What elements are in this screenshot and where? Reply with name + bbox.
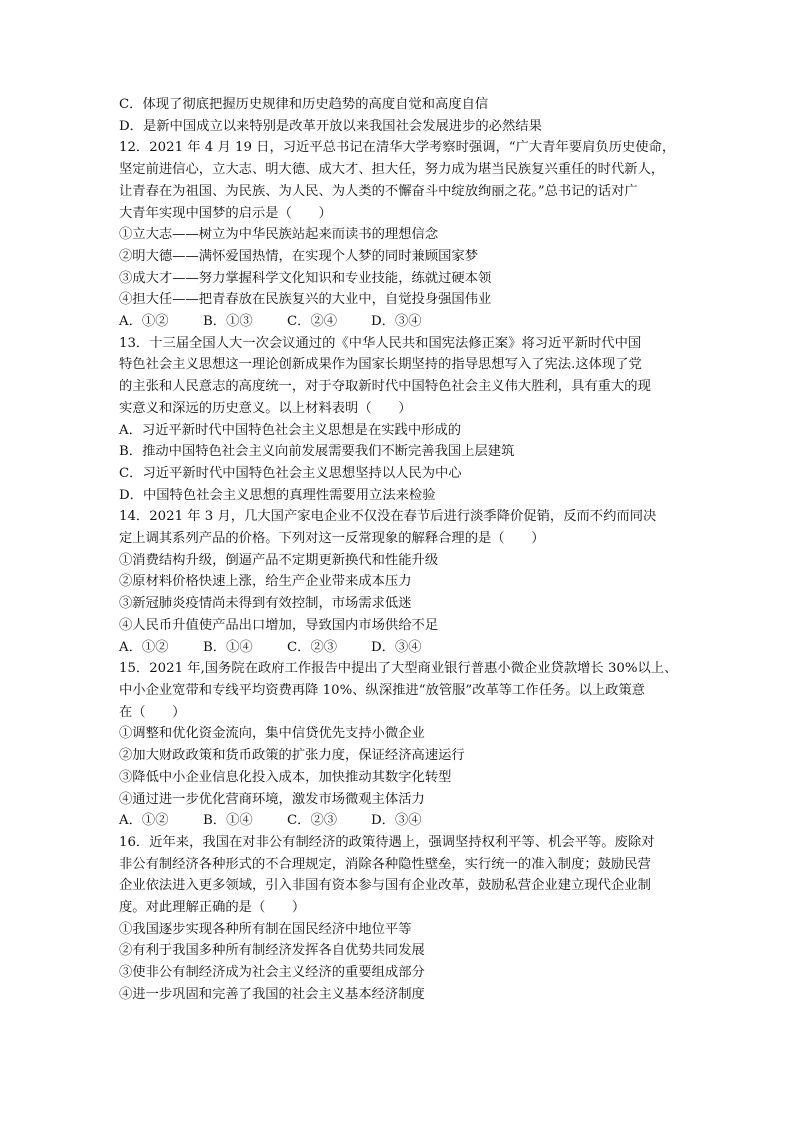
q14-option-c: C．②③ — [287, 639, 338, 655]
q14-option-b: B．①④ — [203, 639, 253, 655]
q15-stem-line: 在（ ） — [119, 704, 186, 720]
q15-stem-line: 中小企业宽带和专线平均资费再降 10%、纵深推进“放管服”改革等工作任务。以上政策意 — [119, 682, 646, 698]
question-16 — [119, 832, 695, 1006]
q12-item-2: ②明大德——满怀爱国热情，在实现个人梦的同时兼顾国家梦 — [119, 248, 479, 264]
q13-stem-line: 实意义和深远的历史意义。以上材料表明（ ） — [119, 400, 412, 416]
q16-stem-line: 企业依法进入更多领域，引入非国有资本参与国有企业改革，鼓励私营企业建立现代企业制 — [119, 878, 651, 894]
q12-option-d: D．③④ — [371, 314, 422, 330]
q15-item-4: ④通过进一步优化营商环境，激发市场微观主体活力 — [119, 791, 425, 807]
question-14 — [119, 506, 695, 658]
q16-stem-line: 非公有制经济各种形式的不合理规定，消除各种隐性壁垒，实行统一的准入制度；鼓励民营 — [119, 856, 651, 872]
q16-item-2: ②有利于我国多种所有制经济发挥各自优势共同发展 — [119, 943, 425, 959]
q12-item-3: ③成大才——努力掌握科学文化知识和专业技能，练就过硬本领 — [119, 270, 492, 286]
q16-item-1: ①我国逐步实现各种所有制在国民经济中地位平等 — [119, 921, 412, 937]
q12-item-1: ①立大志——树立为中华民族站起来而读书的理想信念 — [119, 227, 439, 243]
q15-item-1: ①调整和优化资金流向，集中信贷优先支持小微企业 — [119, 726, 425, 742]
q13-stem-line: 的主张和人民意志的高度统一，对于夺取新时代中国特色社会主义伟大胜利，具有重大的现 — [119, 379, 651, 395]
q16-item-3: ③使非公有制经济成为社会主义经济的重要组成部分 — [119, 965, 425, 981]
q11-choice-d: D．是新中国成立以来特别是改革开放以来我国社会发展进步的必然结果 — [119, 118, 542, 134]
q12-options — [119, 311, 695, 333]
q14-option-a: A．①② — [119, 639, 169, 655]
q15-item-2: ②加大财政政策和货币政策的扩张力度，保证经济高速运行 — [119, 748, 465, 764]
q14-item-1: ①消费结构升级，倒逼产品不定期更新换代和性能升级 — [119, 552, 439, 568]
q15-option-c: C．②③ — [287, 813, 338, 829]
q13-stem-line: 13．十三届全国人大一次会议通过的《中华人民共和国宪法修正案》将习近平新时代中国 — [119, 335, 642, 351]
q15-option-a: A．①② — [119, 813, 169, 829]
q14-option-d: D．③④ — [371, 639, 422, 655]
q15-option-d: D．③④ — [371, 813, 422, 829]
question-12 — [119, 137, 695, 332]
exam-page — [119, 94, 695, 1006]
q15-item-3: ③降低中小企业信息化投入成本，加快推动其数字化转型 — [119, 769, 452, 785]
q15-option-b: B．①④ — [203, 813, 253, 829]
q12-item-4: ④担大任——把青春放在民族复兴的大业中，自觉投身强国伟业 — [119, 292, 492, 308]
q12-stem-line: 大青年实现中国梦的启示是（ ） — [119, 205, 332, 221]
q14-stem-line: 14．2021 年 3 月，几大国产家电企业不仅没在春节后进行淡季降价促销，反而不约而同决 — [119, 509, 657, 525]
q14-item-3: ③新冠肺炎疫情尚未得到有效控制，市场需求低迷 — [119, 596, 412, 612]
q15-stem-line: 15．2021 年,国务院在政府工作报告中提出了大型商业银行普惠小微企业贷款增长 30%以上、 — [119, 661, 678, 677]
q13-choice-b: B．推动中国特色社会主义向前发展需要我们不断完善我国上层建筑 — [119, 444, 515, 460]
q16-stem-line: 度。对此理解正确的是（ ） — [119, 900, 306, 916]
q12-stem-line: 12．2021 年 4 月 19 日，习近平总书记在清华大学考察时强调，“广大青年要肩负历史使命， — [119, 140, 676, 156]
question-15 — [119, 658, 695, 832]
q14-item-4: ④人民币升值使产品出口增加，导致国内市场供给不足 — [119, 617, 439, 633]
q15-options — [119, 810, 695, 832]
q13-stem-line: 特色社会主义思想这一理论创新成果作为国家长期坚持的指导思想写入了宪法.这体现了党 — [119, 357, 642, 373]
q16-stem-line: 16．近年来，我国在对非公有制经济的政策待遇上，强调坚持权利平等、机会平等。废除对 — [119, 834, 655, 850]
q16-item-4: ④进一步巩固和完善了我国的社会主义基本经济制度 — [119, 986, 425, 1002]
q12-stem-line: 坚定前进信心，立大志、明大德、成大才、担大任，努力成为堪当民族复兴重任的时代新人， — [119, 162, 665, 178]
q12-stem-line: 让青春在为祖国、为民族、为人民、为人类的不懈奋斗中绽放绚丽之花。”总书记的话对广 — [119, 183, 638, 199]
q12-option-a: A．①② — [119, 314, 169, 330]
q13-choice-d: D．中国特色社会主义思想的真理性需要用立法来检验 — [119, 487, 436, 503]
q11-choice-c: C．体现了彻底把握历史规律和历史趋势的高度自觉和高度自信 — [119, 97, 489, 112]
q13-choice-c: C．习近平新时代中国特色社会主义思想坚持以人民为中心 — [119, 465, 462, 481]
q14-item-2: ②原材料价格快速上涨，给生产企业带来成本压力 — [119, 574, 412, 590]
q12-option-c: C．②④ — [287, 314, 338, 330]
q12-option-b: B．①③ — [203, 314, 253, 330]
question-13 — [119, 333, 695, 507]
q13-choice-a: A．习近平新时代中国特色社会主义思想是在实践中形成的 — [119, 422, 462, 438]
q14-options — [119, 637, 695, 659]
q14-stem-line: 定上调其系列产品的价格。下列对这一反常现象的解释合理的是（ ） — [119, 531, 545, 547]
